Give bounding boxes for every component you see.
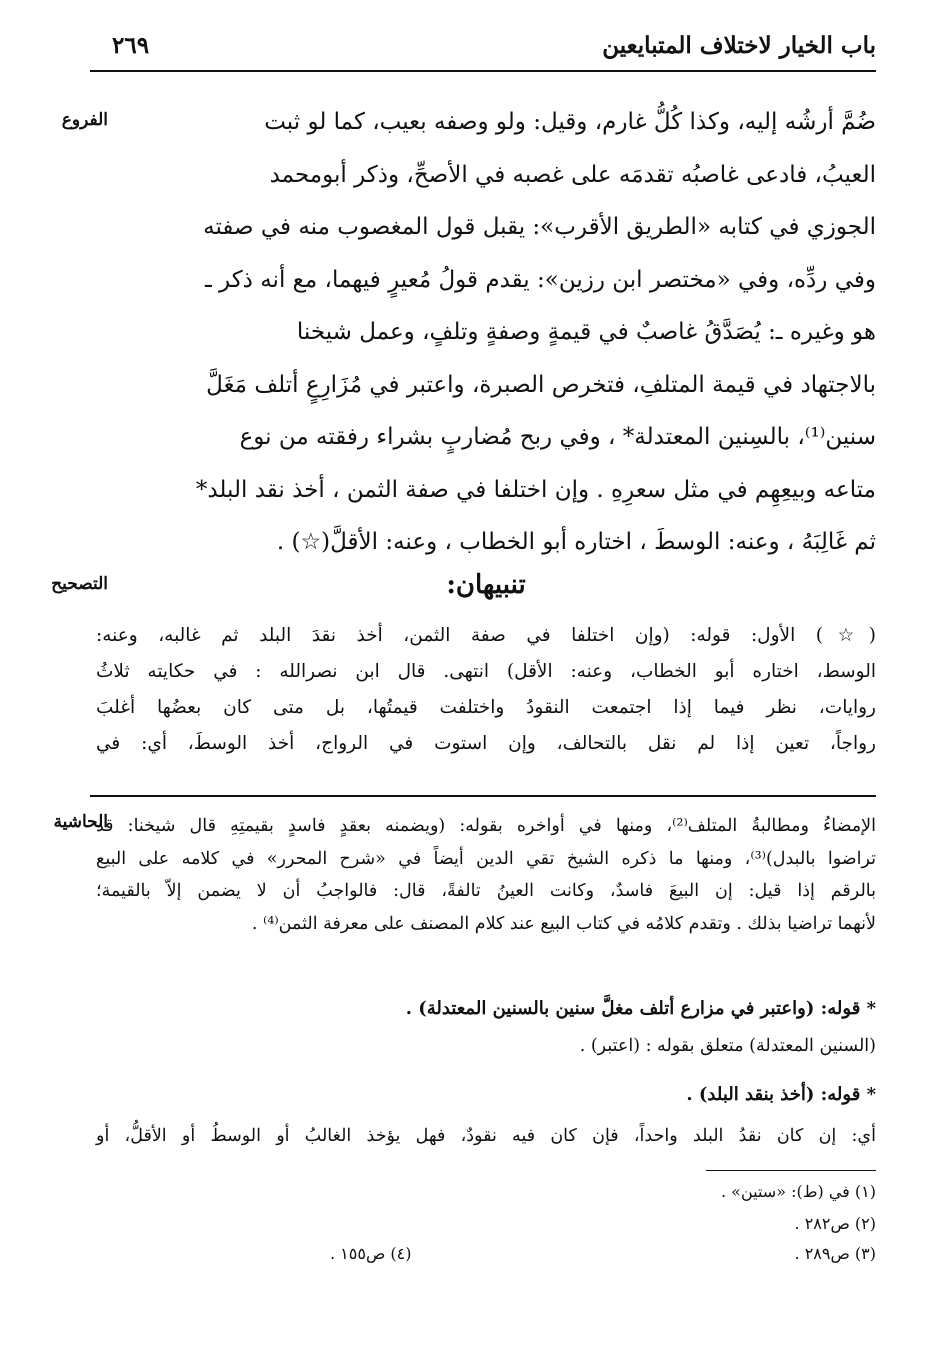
side-label-tashih: التصحيح [51,574,108,594]
main-line: متاعه وبيعِهِم في مثل سعرِهِ . وإن اختلفا في صفة الثمن ، أخذ نقد البلد* [195,476,876,503]
hashiya-final-line: أي: إن كان نقدُ البلد واحداً، فإن كان فيه نقودٌ، فهل يؤخذ الغالبُ أو الوسطُ أو الأقلُّ، أو [96,1126,876,1146]
main-line: بالاجتهاد في قيمة المتلفِ، فتخرص الصبرة، واعتبر في مُزَارِعٍ أتلف مَغَلَّ [206,371,876,398]
page-number: ٢٦٩ [112,32,150,59]
footnote: (٢) ص٢٨٢ . [794,1214,876,1233]
note-line: الوسط، اختاره أبو الخطاب، وعنه: الأقل) انتهى. قال ابن نصرالله : في حكايته ثلاثُ [96,661,876,682]
quote-heading: * قوله: (أخذ بنقد البلد) . [686,1084,876,1105]
hashiya-line: بالرقم إذا قيل: إن البيعَ فاسدٌ، وكانت العينُ تالفةً، قال: فالواجبُ أن لا يضمن إلاّ بالقيمة؛ [96,881,876,901]
hashiya-line: الإمضاءُ ومطالبةُ المتلف⁽²⁾، ومنها في أواخره بقوله: (ويضمنه بعقدٍ فاسدٍ بقيمتِهِ قال شيخنا: قد [96,816,876,836]
note-line: (☆) الأول: قوله: (وإن اختلفا في صفة الثمن، أخذ نقدَ البلد ثم غالبه، وعنه: [96,625,876,646]
note-line: رواجاً، تعين إذا لم نقل بالتحالف، وإن استوت في الرواج، أخذ الوسطَ، أي: في [96,733,876,754]
main-line: ثم غَالِبَهُ ، وعنه: الوسطَ ، اختاره أبو الخطاب ، وعنه: الأقلَّ(☆) . [276,529,876,555]
footnote: (١) في (ط): «ستين» . [721,1182,876,1201]
footnote: (٤) ص١٥٥ . [330,1244,412,1263]
section-title: تنبيهان: [446,570,526,600]
main-line: ضُمَّ أرشُه إليه، وكذا كُلُّ غارم، وقيل: ولو وصفه بعيب، كما لو ثبت [264,109,876,135]
tashih-note [96,618,876,762]
hashiya-line: تراضوا بالبدل)⁽³⁾، ومنها ما ذكره الشيخ تقي الدين أيضاً في «شرح المحرر» في كلامه على البيع [96,848,876,869]
page-header [90,30,876,70]
main-line: الجوزي في كتابه «الطريق الأقرب»: يقبل قول المغصوب منه في صفته [203,214,876,240]
chapter-title: باب الخيار لاختلاف المتبايعين [602,32,876,59]
main-body-text [96,96,876,569]
side-label-hashiya: الحاشية [53,812,108,832]
main-line: هو وغيره ـ: يُصَدَّقُ غاصبٌ في قيمةٍ وصفةٍ وتلفٍ، وعمل شيخنا [296,319,876,345]
hashiya-text [96,810,876,940]
footnote-divider [706,1170,876,1171]
main-line: وفي ردِّه، وفي «مختصر ابن رزين»: يقدم قولُ مُعيرٍ فيهما، مع أنه ذكر ـ [204,266,876,293]
main-line: سنين⁽¹⁾، بالسِنين المعتدلة* ، وفي ربح مُضاربٍ بشراء رفقته من نوع [239,424,876,450]
hashiya-line: لأنهما تراضيا بذلك . وتقدم كلامُه في كتاب البيع عند كلام المصنف على معرفة الثمن⁽⁴⁾ . [251,913,876,934]
main-line: العيبُ، فادعى غاصبُه تقدمَه على غصبه في الأصحِّ، وذكر أبومحمد [269,161,876,188]
footnote: (٣) ص٢٨٩ . [794,1244,876,1263]
side-label-furu: الفروع [61,110,108,130]
note-line: روايات، نظر فيما إذا اجتمعت النقودُ واختلفت قيمتُها، بل متى كان بعضُها أغلبَ [96,697,876,718]
section-divider [90,795,876,797]
header-divider [90,70,876,72]
quote-explanation: (السنين المعتدلة) متعلق بقوله : (اعتبر) . [579,1036,876,1056]
quote-heading: * قوله: (واعتبر في مزارع أتلف مغلَّ سنين بالسنين المعتدلة) . [405,998,876,1019]
